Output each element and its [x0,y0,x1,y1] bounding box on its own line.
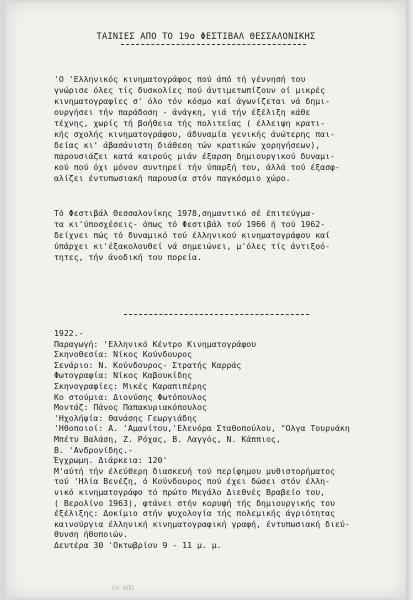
document-page [6,2,406,598]
document-title: ΤΑΙΝΙΕΣ ΑΠΟ ΤΟ 19ο ΦΕΣΤΙΒΑΛ ΘΕΣΣΑΛΟΝΙΚΗΣ [96,32,316,42]
synopsis-line: καινούργια έλληνική κινηματογραφική γραφή, έντυπωσιακή διεύ- [54,518,350,529]
film-title: 1922.- [54,328,84,338]
text-line: κής σχολής κινηματογράφου, άδυναμία γενικής άνώτερης παι- [54,129,335,139]
text-line: Τό Φεστιβάλ Θεσσαλονίκης 1978,σημαντικό σέ έπιτεύγμα- [54,208,316,218]
text-line: παρουσιάζει κατά καιρούς μιάν έξαρση δημιουργικού δυναμι- [54,151,335,161]
synopsis-line: τού 'Ηλία Βενέζη, ό Κούνδουρος πού έχει δώσει στόν έλλη- [54,476,331,487]
credit-line: Παραγωγή: 'Ελληνικό Κέντρο Κινηματογράφου [54,338,257,349]
intro-paragraph [54,74,394,184]
section-divider [124,314,309,315]
credit-line: Β. 'Ανδρονίδης.- [54,444,133,455]
credit-line: 'Ηχολήψία: Θανάσης Γεωργιάδης [54,412,197,423]
credit-line: Μοντάζ: Πάνος Παπακυριακόπουλος [54,402,207,413]
synopsis-line: νικό κινηματογράφο τό πρώτο Μεγάλο Διεθνές Βραβείο του, [54,486,326,497]
credit-line: Σκηνοθεσία: Νίκος Κούνδουρος [54,349,193,360]
credit-line: Φωτογραφία: Νίκος Καβουκίδης [54,370,193,381]
screening-time: Δευτέρα 30 'Οκτωβρίου 9 - 11 μ. μ. [54,539,222,550]
text-line: αλίζει έντυπωσιακή παρουσία στόν παγκόσμιο χώρο. [54,173,291,183]
credit-line: Σενάριο: Ν. Κούνδουρος- Στρατής Καρράς [54,359,242,370]
credit-line: 'Ηθοποιοί: Α. 'Αμανίτου,'Ελενόρα Σταθοπούλου, "Ολγα Τουρνάκη [54,423,350,434]
duration-line: Έγχρωμη. Διάρκεια: 120' [54,455,168,466]
synopsis-line: έξέλιξης: Δοκίμιο στήν ψυχολογία τής πολεμικής άγριότητας [54,508,335,519]
text-line: 'Ο 'Ελληνικός κινηματογράφος πού άπό τή γέννησή του [54,74,306,84]
synopsis-line: Μ'αύτή τήν έλεύθερη διασκευή τού περίφημου μυθιστορήματος [54,465,335,476]
text-line: τητες, τήν άνοδική του πορεία. [54,252,202,262]
credit-line: Κο στούμια: Διονύσης Φωτόπουλος [54,391,207,402]
text-line: κινηματογραφίες σ' όλο τόν κόσμο καί άγωνίζεται νά δημι- [54,96,331,106]
festival-paragraph [54,208,394,263]
text-line: δείχνει πώς τό δυναμικό τού έλληνικού κινηματογράφου καί [54,230,331,240]
text-line: ύπάρχει κι'έξακολουθεί νά σημειώνει, μ'όλες τίς άντιξοό- [54,241,331,251]
scan-edge [406,0,413,600]
page-mark: ΕΛ ΑΠΠ [112,585,134,592]
text-line: ουργήσει τήν παράδοση - άνάγκη, γιά τήν έξέλιξη κάθε [54,107,311,117]
text-line: τα κι'ύποσχέσεις- όπως τό Φεστιβάλ τού 1966 ή τού 1962- [54,219,326,229]
text-line: γνώρισε όλες τίς δυσκολίες πού άντιμετωπίζουν οί μικρές [54,85,326,95]
text-line: τέχνης, χωρίς τή βοήθεια τής πολιτείας ( έλλειψη κρατι- [54,118,326,128]
text-line: δείας κι' άβασάνιστη διάθεση τών κρατικών χορηγήσεων), [54,140,321,150]
film-credits [54,328,394,550]
text-line: κού πού όχι μόνον συντηρεί τήν ύπαρξή του, άλλά τού έξασφ- [54,162,340,172]
synopsis-line: θυνση ήθοποιών. [54,529,128,540]
title-underline [121,44,306,45]
credit-line: Μπέτυ Βαλάση, Ζ. Ρόχας, Β. Λαγγός, Ν. Κάππιος, [54,433,281,444]
synopsis-line: ( Βερολίνο 1963), φτάνει στήν κορυφή τής δημιουργικής του [54,497,335,508]
credit-line: Σκηνογραφίες: Μικές Καραπιπέρης [54,380,207,391]
